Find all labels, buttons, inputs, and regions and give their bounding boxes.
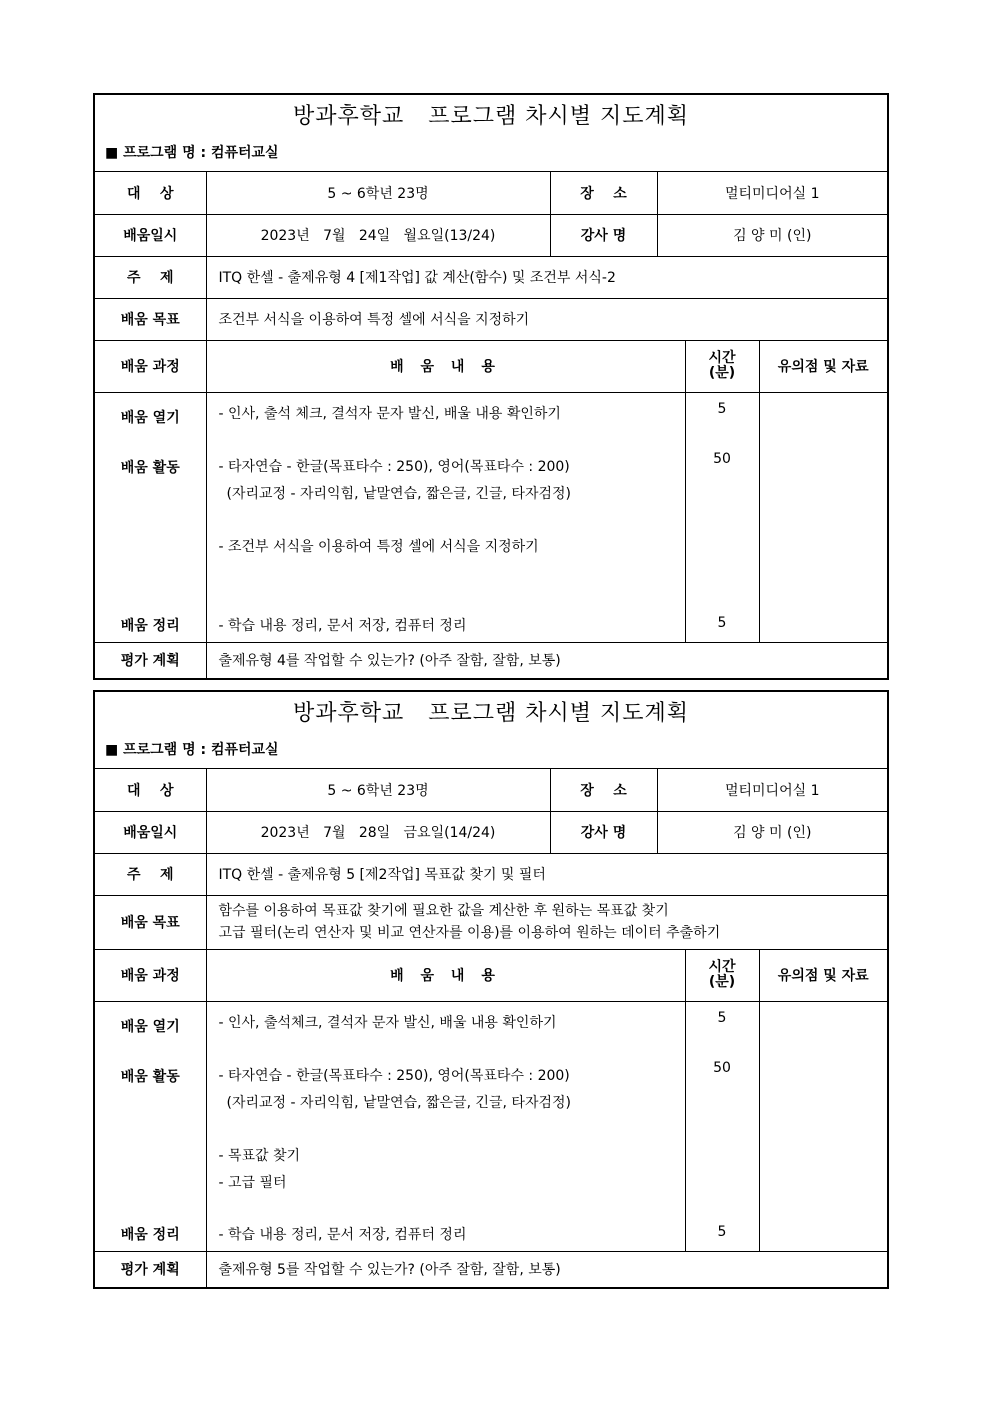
topic-value: ITQ 한셀 - 출제유형 5 [제2작업] 목표값 찾기 및 필터: [206, 853, 887, 895]
time-label: 시간 (분): [685, 340, 759, 392]
place-label: 장 소: [550, 172, 657, 214]
target-value: 5 ~ 6학년 23명: [206, 172, 550, 214]
topic-label: 주 제: [95, 853, 206, 895]
stage-column: [95, 1001, 206, 1251]
topic-value: ITQ 한셀 - 출제유형 4 [제1작업] 값 계산(함수) 및 조건부 서식-2: [206, 256, 887, 298]
topic-label: 주 제: [95, 256, 206, 298]
time-column: [685, 392, 759, 642]
content-activity-1: - 타자연습 - 한글(목표타수 : 250), 영어(목표타수 : 200): [218, 458, 570, 475]
time-close: 5: [717, 1223, 727, 1240]
stage-column: [95, 392, 206, 642]
content-activity-4: - 고급 필터: [218, 1174, 287, 1191]
date-value: 2023년 7월 28일 금요일(14/24): [206, 811, 550, 853]
content-activity-2: (자리교정 - 자리익힘, 낱말연습, 짧은글, 긴글, 타자검정): [226, 1094, 571, 1111]
eval-value: 출제유형 5를 작업할 수 있는가? (아주 잘함, 잘함, 보통): [206, 1251, 887, 1287]
place-label: 장 소: [550, 769, 657, 811]
stage-open: 배움 열기: [120, 1018, 180, 1035]
time-activity: 50: [713, 450, 731, 467]
date-label: 배움일시: [95, 214, 206, 256]
content-open: - 인사, 출석 체크, 결석자 문자 발신, 배울 내용 확인하기: [218, 405, 561, 422]
program-name: ■ 프로그램 명 : 컴퓨터교실: [95, 736, 887, 769]
notes-label: 유의점 및 자료: [759, 340, 887, 392]
teacher-label: 강사 명: [550, 811, 657, 853]
content-column: [206, 392, 685, 642]
plan-title: 방과후학교 프로그램 차시별 지도계획: [293, 701, 689, 726]
notes-column: [759, 392, 887, 642]
stage-close: 배움 정리: [120, 1226, 180, 1243]
goal-line: 고급 필터(논리 연산자 및 비교 연산자를 이용)를 이용하여 원하는 데이터 추출하기: [218, 925, 721, 941]
content-close: - 학습 내용 정리, 문서 저장, 컴퓨터 정리: [218, 617, 467, 634]
goal-label: 배움 목표: [95, 298, 206, 340]
content-activity-1: - 타자연습 - 한글(목표타수 : 250), 영어(목표타수 : 200): [218, 1067, 570, 1084]
stage-open: 배움 열기: [120, 409, 180, 426]
target-label: 대 상: [95, 172, 206, 214]
time-column: [685, 1001, 759, 1251]
goal-label: 배움 목표: [95, 895, 206, 949]
content-open: - 인사, 출석체크, 결석자 문자 발신, 배울 내용 확인하기: [218, 1014, 557, 1031]
stage-close: 배움 정리: [120, 617, 180, 634]
plan-table: [95, 172, 887, 678]
time-open: 5: [717, 400, 727, 417]
time-activity: 50: [713, 1059, 731, 1076]
teacher-value: 김 양 미 (인): [657, 214, 887, 256]
goal-line: 조건부 서식을 이용하여 특정 셀에 서식을 지정하기: [218, 312, 530, 328]
target-label: 대 상: [95, 769, 206, 811]
eval-value: 출제유형 4를 작업할 수 있는가? (아주 잘함, 잘함, 보통): [206, 642, 887, 678]
content-label: 배 움 내 용: [206, 949, 685, 1001]
program-name: ■ 프로그램 명 : 컴퓨터교실: [95, 139, 887, 172]
stage-activity: 배움 활동: [120, 1068, 180, 1085]
notes-label: 유의점 및 자료: [759, 949, 887, 1001]
date-value: 2023년 7월 24일 월요일(13/24): [206, 214, 550, 256]
process-label: 배움 과정: [95, 949, 206, 1001]
content-label: 배 움 내 용: [206, 340, 685, 392]
target-value: 5 ~ 6학년 23명: [206, 769, 550, 811]
stage-activity: 배움 활동: [120, 459, 180, 476]
eval-label: 평가 계획: [95, 1251, 206, 1287]
content-activity-3: - 조건부 서식을 이용하여 특정 셀에 서식을 지정하기: [218, 538, 539, 555]
teacher-label: 강사 명: [550, 214, 657, 256]
time-label: 시간 (분): [685, 949, 759, 1001]
content-activity-3: - 목표값 찾기: [218, 1147, 301, 1164]
time-close: 5: [717, 614, 727, 631]
time-open: 5: [717, 1009, 727, 1026]
eval-label: 평가 계획: [95, 642, 206, 678]
content-activity-2: (자리교정 - 자리익힘, 낱말연습, 짧은글, 긴글, 타자검정): [226, 485, 571, 502]
place-value: 멀티미디어실 1: [657, 769, 887, 811]
content-column: [206, 1001, 685, 1251]
plan-table: [95, 769, 887, 1287]
goal-value: [206, 895, 887, 949]
process-label: 배움 과정: [95, 340, 206, 392]
content-close: - 학습 내용 정리, 문서 저장, 컴퓨터 정리: [218, 1226, 467, 1243]
place-value: 멀티미디어실 1: [657, 172, 887, 214]
date-label: 배움일시: [95, 811, 206, 853]
goal-value: [206, 298, 887, 340]
lesson-plan-1: [93, 93, 889, 680]
goal-line: 함수를 이용하여 목표값 찾기에 필요한 값을 계산한 후 원하는 목표값 찾기: [218, 903, 669, 919]
notes-column: [759, 1001, 887, 1251]
teacher-value: 김 양 미 (인): [657, 811, 887, 853]
lesson-plan-2: [93, 690, 889, 1289]
plan-title: 방과후학교 프로그램 차시별 지도계획: [293, 104, 689, 129]
